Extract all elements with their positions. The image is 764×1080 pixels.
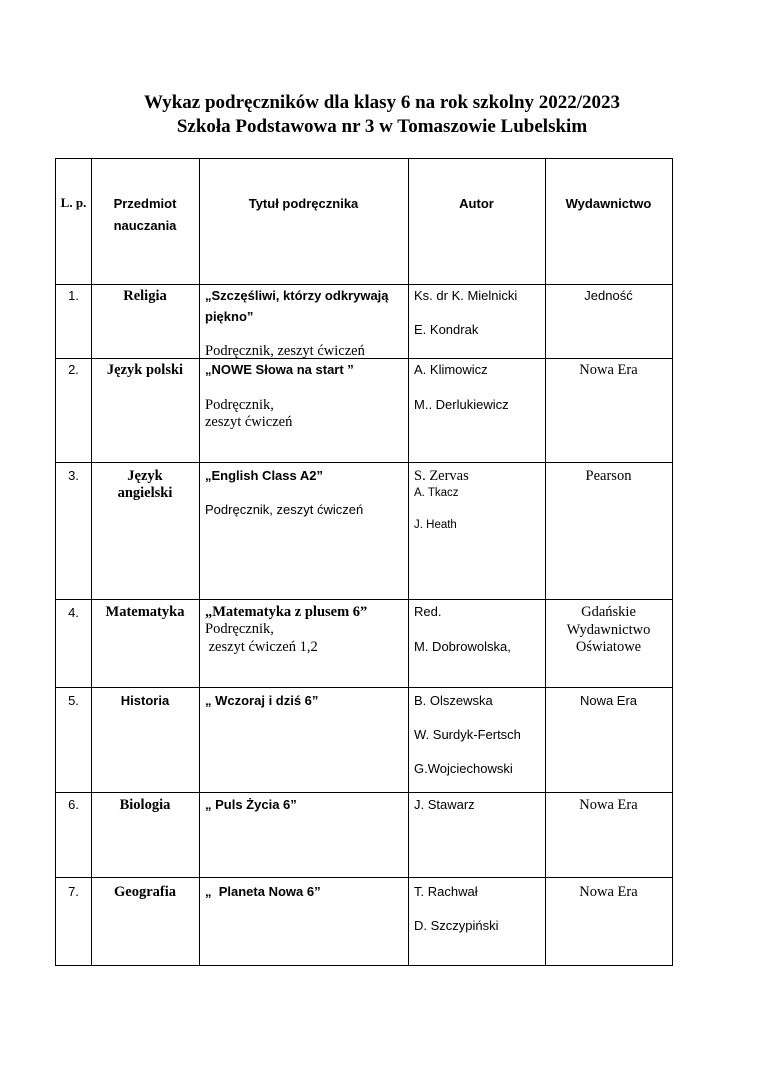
column-divider	[91, 158, 92, 966]
table-border-bottom	[55, 965, 673, 966]
author-line-2: D. Szczypiński	[414, 918, 499, 933]
author-line-3: G.Wojciechowski	[414, 761, 513, 776]
publisher-cell: Nowa Era	[579, 362, 638, 378]
header-author: Autor	[459, 196, 494, 211]
row-divider	[55, 687, 673, 688]
author-line-3: J. Heath	[414, 519, 457, 531]
author-line-2: M.. Derlukiewicz	[414, 397, 509, 412]
header-subject-line-2: nauczania	[113, 218, 177, 233]
row-divider	[55, 877, 673, 878]
publisher-cell: Nowa Era	[579, 797, 638, 813]
row-number: 7.	[68, 884, 79, 899]
author-line-1: S. Zervas	[414, 468, 469, 484]
subject-cell: Geografia	[113, 884, 176, 900]
subject-cell: Język polski	[106, 362, 184, 378]
publisher-cell: Nowa Era	[579, 693, 638, 708]
subject-cell: Biologia	[119, 797, 171, 813]
textbook-title: „NOWE Słowa na start ”	[205, 362, 354, 377]
author-line-2: A. Tkacz	[414, 487, 459, 499]
table-border-top	[55, 158, 673, 159]
document-title-line-1: Wykaz podręczników dla klasy 6 na rok szkolny 2022/2023	[143, 92, 621, 113]
author-line-1: T. Rachwał	[414, 884, 478, 899]
author-line-1: Red.	[414, 604, 442, 619]
column-divider	[199, 158, 200, 966]
row-divider	[55, 599, 673, 600]
column-divider	[408, 158, 409, 966]
textbook-title: „ Wczoraj i dziś 6”	[205, 693, 319, 708]
publisher-cell: Jedność	[584, 288, 633, 303]
header-subject-line-1: Przedmiot	[113, 196, 177, 211]
table-border-left	[55, 158, 56, 966]
textbook-title: „ Puls Życia 6”	[205, 797, 297, 812]
row-number: 3.	[68, 468, 79, 483]
subject-cell-line-2: angielski	[117, 485, 173, 501]
header-lp: L. p.	[60, 195, 87, 210]
publisher-cell-line-3: Oświatowe	[575, 639, 642, 655]
textbook-note: Podręcznik, zeszyt ćwiczeń	[205, 502, 364, 517]
subject-cell: Matematyka	[105, 604, 185, 620]
header-title: Tytuł podręcznika	[248, 196, 359, 211]
textbook-title: „English Class A2”	[205, 468, 323, 483]
textbook-title: „ Planeta Nowa 6”	[205, 884, 321, 899]
row-number: 1.	[68, 288, 79, 303]
author-line-1: J. Stawarz	[414, 797, 475, 812]
publisher-cell-line-1: Gdańskie	[581, 604, 636, 620]
textbook-note-line-1: Podręcznik,	[205, 621, 274, 637]
document-title-line-2: Szkoła Podstawowa nr 3 w Tomaszowie Lubelskim	[176, 116, 588, 137]
author-line-1: A. Klimowicz	[414, 362, 488, 377]
author-line-1: B. Olszewska	[414, 693, 493, 708]
textbook-title: „Matematyka z plusem 6”	[205, 604, 368, 620]
row-divider	[55, 792, 673, 793]
row-divider	[55, 462, 673, 463]
textbook-note-line-2: zeszyt ćwiczeń 1,2	[205, 639, 318, 655]
textbook-note: Podręcznik, zeszyt ćwiczeń	[205, 343, 365, 359]
row-divider	[55, 284, 673, 285]
subject-cell: Religia	[123, 288, 167, 304]
author-line-2: M. Dobrowolska,	[414, 639, 511, 654]
author-line-1: Ks. dr K. Mielnicki	[414, 288, 518, 303]
textbook-title-line-2: piękno”	[205, 309, 254, 324]
row-number: 6.	[68, 797, 79, 812]
header-publisher: Wydawnictwo	[565, 196, 652, 211]
publisher-cell: Pearson	[585, 468, 632, 484]
column-divider	[545, 158, 546, 966]
row-number: 4.	[68, 605, 79, 620]
table-border-right	[672, 158, 673, 966]
row-number: 2.	[68, 362, 79, 377]
textbook-note-line-2: zeszyt ćwiczeń	[205, 414, 293, 430]
textbook-title-line-1: „Szczęśliwi, którzy odkrywają	[205, 288, 389, 303]
subject-cell-line-1: Język	[127, 468, 163, 484]
row-number: 5.	[68, 693, 79, 708]
publisher-cell-line-2: Wydawnictwo	[566, 622, 651, 638]
textbook-note-line-1: Podręcznik,	[205, 397, 274, 413]
subject-cell: Historia	[120, 693, 170, 708]
publisher-cell: Nowa Era	[579, 884, 638, 900]
author-line-2: W. Surdyk-Fertsch	[414, 727, 521, 742]
author-line-2: E. Kondrak	[414, 322, 479, 337]
